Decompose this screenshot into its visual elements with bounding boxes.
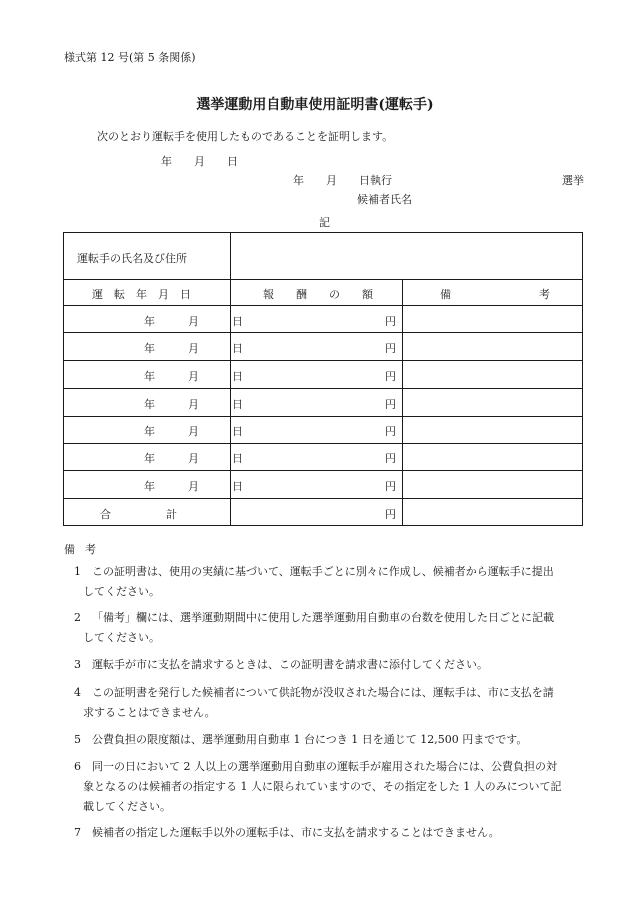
row-date: 年 月 日 (144, 370, 243, 383)
note-item (74, 608, 586, 648)
row-yen: 円 (385, 452, 396, 465)
note-item (74, 562, 586, 602)
note-text: 同一の日において 2 人以上の選挙運動用自動車の運転手が雇用された場合には、公費負担の対 (92, 760, 557, 773)
driver-usage-table (63, 232, 583, 526)
table-rule (64, 498, 582, 499)
total-yen: 円 (385, 508, 396, 521)
table-rule (64, 360, 582, 361)
note-number: 7 (74, 826, 81, 839)
note-number: 6 (74, 760, 81, 773)
row-yen: 円 (385, 425, 396, 438)
note-text: 公費負担の限度額は、選挙運動用自動車 1 台につき 1 日を通じて 12,500 円までです。 (92, 733, 528, 746)
col-header-remarks: 備 考 (440, 288, 550, 301)
election-execution-date: 年 月 日執行 (293, 174, 392, 187)
document-title: 選挙運動用自動車使用証明書(運転手) (196, 97, 434, 113)
candidate-name-label: 候補者氏名 (357, 193, 412, 206)
note-text: 「備考」欄には、選挙運動期間中に使用した選挙運動用自動車の台数を使用した日ごとに記載 (92, 611, 554, 624)
col-header-amount: 報 酬 の 額 (263, 288, 373, 301)
remarks-heading: 備考 (64, 543, 106, 556)
election-label: 選挙 (562, 174, 584, 187)
note-text-cont: 載してください。 (83, 800, 171, 813)
note-item (74, 823, 586, 843)
table-rule (64, 279, 582, 280)
note-text: この証明書を発行した候補者について供託物が没収された場合には、運転手は、市に支払を請 (92, 686, 554, 699)
ki-mark: 記 (319, 216, 330, 229)
note-number: 1 (74, 565, 81, 578)
note-text-cont: してください。 (83, 585, 160, 598)
note-text: 運転手が市に支払を請求するときは、この証明書を請求書に添付してください。 (92, 658, 488, 671)
row-yen: 円 (385, 342, 396, 355)
col-header-date: 運 転 年 月 日 (92, 288, 191, 301)
table-col-rule (402, 279, 403, 525)
table-rule (64, 443, 582, 444)
table-rule (64, 305, 582, 306)
form-number: 様式第 12 号(第 5 条関係) (64, 51, 196, 64)
row-yen: 円 (385, 370, 396, 383)
note-text: この証明書は、使用の実績に基づいて、運転手ごとに別々に作成し、候補者から運転手に提出 (92, 565, 554, 578)
note-number: 2 (74, 611, 81, 624)
note-text-cont: してください。 (83, 631, 160, 644)
note-item (74, 683, 586, 723)
row-yen: 円 (385, 315, 396, 328)
row-date: 年 月 日 (144, 480, 243, 493)
table-rule (64, 416, 582, 417)
row-date: 年 月 日 (144, 425, 243, 438)
row-yen: 円 (385, 398, 396, 411)
row-date: 年 月 日 (144, 398, 243, 411)
row-date: 年 月 日 (144, 452, 243, 465)
total-label: 合 計 (100, 508, 177, 521)
note-text: 候補者の指定した運転手以外の運転手は、市に支払を請求することはできません。 (92, 826, 500, 839)
row-date: 年 月 日 (144, 315, 243, 328)
note-item (74, 757, 586, 817)
table-rule (64, 470, 582, 471)
note-number: 3 (74, 658, 81, 671)
table-rule (64, 388, 582, 389)
row-date: 年 月 日 (144, 342, 243, 355)
note-number: 4 (74, 686, 81, 699)
name-address-label: 運転手の氏名及び住所 (77, 252, 187, 265)
note-text-cont: 求することはできません。 (83, 706, 216, 719)
intro-text: 次のとおり運転手を使用したものであることを証明します。 (97, 130, 394, 143)
note-item (74, 655, 586, 675)
note-item (74, 730, 586, 750)
table-rule (64, 332, 582, 333)
note-text-cont: 象となるのは候補者の指定する 1 人に限られていますので、その指定をした 1 人のみについて記 (83, 780, 562, 793)
row-yen: 円 (385, 480, 396, 493)
certification-date: 年 月 日 (161, 155, 238, 168)
note-number: 5 (74, 733, 81, 746)
